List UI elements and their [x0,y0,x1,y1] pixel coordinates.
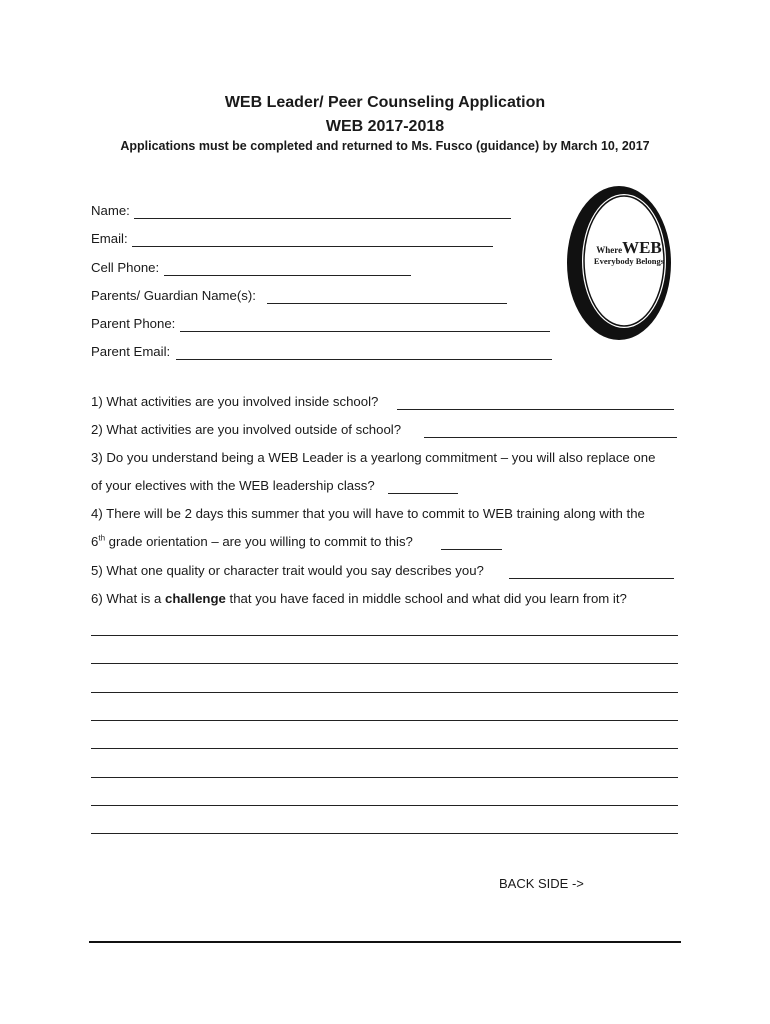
question-4-line2 [91,534,413,549]
cell-phone-field[interactable] [164,261,411,276]
web-logo [565,184,673,342]
question-4-ordinal: th [98,533,106,543]
email-label: Email: [91,231,128,246]
question-6-pre: 6) What is a [91,591,166,606]
answer-line[interactable] [91,692,678,693]
form-title: WEB Leader/ Peer Counseling Application [224,94,546,111]
cell-phone-label: Cell Phone: [91,260,160,275]
question-1-field[interactable] [397,395,674,410]
answer-line[interactable] [91,663,678,664]
parents-field[interactable] [267,289,507,304]
question-4-number: 6 [91,534,99,549]
answer-line[interactable] [91,777,678,778]
question-4-rest: grade orientation – are you willing to commit to this? [105,534,413,549]
question-2-field[interactable] [424,423,677,438]
question-1: 1) What activities are you involved inside school? [91,394,379,409]
question-3-line2: of your electives with the WEB leadership class? [91,478,375,493]
answer-line[interactable] [91,805,678,806]
logo-web: WEB [622,238,662,257]
question-5: 5) What one quality or character trait would you say describes you? [91,563,484,578]
answer-line[interactable] [91,748,678,749]
question-6 [91,591,627,606]
question-3-line1: 3) Do you understand being a WEB Leader is a yearlong commitment – you will also replace one [91,450,656,465]
parent-phone-label: Parent Phone: [91,316,176,331]
back-side-note: BACK SIDE -> [499,876,584,891]
parent-email-label: Parent Email: [91,344,171,359]
name-field[interactable] [134,204,511,219]
logo-tagline: Everybody Belongs [593,256,665,266]
email-field[interactable] [132,232,493,247]
bottom-divider [89,941,681,943]
logo-where: Where [596,245,623,255]
answer-line[interactable] [91,635,678,636]
name-label: Name: [91,203,130,218]
form-subtitle: WEB 2017-2018 [325,118,445,135]
parent-phone-field[interactable] [180,317,550,332]
question-4-field[interactable] [441,535,502,550]
question-3-field[interactable] [388,479,458,494]
deadline-notice: Applications must be completed and returned to Ms. Fusco (guidance) by March 10, 2017 [120,139,650,153]
question-6-post: that you have faced in middle school and what did you learn from it? [225,591,627,606]
parents-label: Parents/ Guardian Name(s): [91,288,256,303]
logo-text [587,239,671,257]
question-2: 2) What activities are you involved outside of school? [91,422,402,437]
answer-line[interactable] [91,833,678,834]
answer-line[interactable] [91,720,678,721]
question-4-line1: 4) There will be 2 days this summer that you will have to commit to WEB training along with the [91,506,645,521]
question-5-field[interactable] [509,564,674,579]
question-6-bold: challenge [165,591,226,606]
parent-email-field[interactable] [176,345,552,360]
